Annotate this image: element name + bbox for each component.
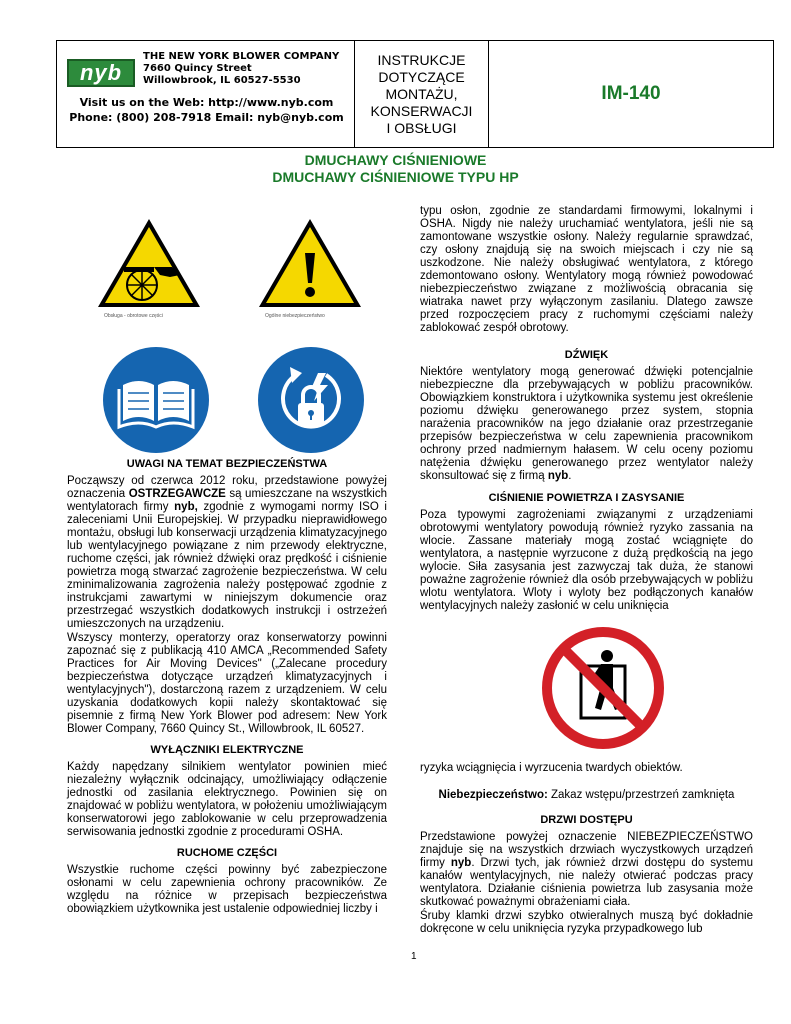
document-number: IM-140 <box>601 83 661 104</box>
section-heading-sound: DŹWIĘK <box>564 349 609 361</box>
prohibition-sign-container <box>420 614 753 762</box>
no-entry-prohibition-icon <box>541 626 665 750</box>
company-contact: Phone: (800) 208-7918 Email: nyb@nyb.com <box>69 111 344 124</box>
section-heading-safety: UWAGI NA TEMAT BEZPIECZEŃSTWA <box>126 458 328 470</box>
sign-caption: Obsługa - obrotowe części <box>104 313 163 319</box>
company-info <box>57 41 355 147</box>
section-heading-air-pressure: CIŚNIENIE POWIETRZA I ZASYSANIE <box>488 492 685 504</box>
doc-title-line: I OBSŁUGI <box>386 119 457 136</box>
moving-parts-paragraph: Wszystkie ruchome części powinny być zabezpieczone osłonami w celu zapewnienia ochrony pracowników. Ze względu na różnice w przepisach bezpieczeństwa obowiązkiem użytkownika jest ustalenie odpowiedniej liczby i <box>67 864 387 915</box>
switches-paragraph: Każdy napędzany silnikiem wentylator powinien mieć niezależny wyłącznik odcinający, umożliwiający odłączenie jednostki od zasilania elektrycznego. Powinien się on znajdować w pobliżu wentylatora, w położeniu umożliwiającym konserwatorowi jego zablokowanie w celu przeprowadzenia serwisowania jednostki zgodnie z procedurami OSHA. <box>67 761 387 838</box>
section-heading-switches: WYŁĄCZNIKI ELEKTRYCZNE <box>150 744 304 756</box>
doc-title-line: DOTYCZĄCE <box>378 68 465 85</box>
air-pressure-continued: ryzyka wciągnięcia i wyrzucenia twardych obiektów. <box>420 762 683 774</box>
company-address-line2: Willowbrook, IL 60527-5530 <box>143 75 301 86</box>
section-heading-moving-parts: RUCHOME CZĘŚCI <box>176 847 278 859</box>
company-web: Visit us on the Web: http://www.nyb.com <box>79 96 334 109</box>
rotating-parts-warning-icon <box>94 215 204 325</box>
document-header <box>56 40 774 148</box>
document-title <box>355 41 489 147</box>
doc-title-line: KONSERWACJI <box>370 102 473 119</box>
access-doors-paragraph-2: Śruby klamki drzwi szybko otwieralnych muszą być dokładnie dokręcone w celu uniknięcia ryzyka przypadkowego lub <box>420 910 753 935</box>
main-title: DMUCHAWY CIŚNIENIOWE <box>304 152 487 168</box>
section-heading-access-doors: DRZWI DOSTĘPU <box>540 814 633 826</box>
page-number: 1 <box>411 951 417 962</box>
nyb-logo: nyb <box>67 59 135 87</box>
sound-paragraph: Niektóre wentylatory mogą generować dźwięki potencjalnie niebezpieczne dla przebywających w pobliżu pracowników. Obowiązkiem konstruktora i użytkownika systemu jest określenie poziomu dźwięku generowanego przez system, stopnia narażenia pracowników na jego działanie oraz przestrzeganie przepisów bezpieczeństwa w celu zapewnienia pracownikom ochrony przed nadmiernym hałasem. W celu oceny poziomu natężenia dźwięku generowanego przez wentylator należy skonsultować się z firmą nyb. <box>420 366 753 482</box>
air-pressure-paragraph: Poza typowymi zagrożeniami związanymi z urządzeniami obrotowymi wentylatory powodują również ryzyko zassania na wlocie. Zassane materiały mogą zostać wciągnięte do wentylatora, a następnie wyrzucone z dużą prędkością na jego wylocie. Siła zasysania jest zazwyczaj tak duża, że stanowi poważne zagrożenie również dla osób przebywających w pobliżu wlotu wentylatora. Wloty i wyloty bez podłączonych kanałów wentylacyjnych należy zasłonić w celu uniknięcia <box>420 509 753 612</box>
doc-title-line: MONTAŻU, <box>385 85 458 102</box>
sub-title: DMUCHAWY CIŚNIENIOWE TYPU HP <box>272 169 519 185</box>
company-name: THE NEW YORK BLOWER COMPANY <box>143 51 340 62</box>
safety-paragraph-2: Wszyscy monterzy, operatorzy oraz konserwatorzy powinni zapoznać się z publikacją 410 AMCA „Recommended Safety Practices for Air Moving Devices" („Zalecane procedury bezpieczeństwa dotyczące urządzeń klimatyzacyjnych i wentylacyjnych"), dostarczoną razem z urządzeniem. W celu uzyskania dodatkowych kopii należy skontaktować się pisemnie z firmą New York Blower pod adresem: New York Blower Company, 7660 Quincy St., Willowbrook, IL 60527. <box>67 632 387 735</box>
left-column <box>67 458 387 917</box>
danger-caption: Niebezpieczeństwo: Zakaz wstępu/przestrzeń zamknięta <box>438 789 735 801</box>
sign-caption: Ogólne niebezpieczeństwo <box>265 313 325 319</box>
safety-paragraph-1: Począwszy od czerwca 2012 roku, przedstawione powyżej oznaczenia OSTRZEGAWCZE są umieszczane na wszystkich wentylatorach firmy nyb, zgodnie z wymogami normy ISO i zaleceniami Unii Europejskiej. W przypadku nieprawidłowego montażu, obsługi lub konserwacji urządzenia klimatyzacyjnego lub wentylacyjnego powiązane z nim przewody elektryczne, ruchome części, jak również dźwięki oraz prędkość i ciśnienie powietrza mogą stwarzać zagrożenie bezpieczeństwa. W celu zminimalizowania zagrożenia należy postępować zgodnie z instrukcjami zawartymi w niniejszym dokumencie oraz przestrzegać wszystkich dodatkowych instrukcji i ostrzeżeń umieszczonych na urządzeniu. <box>67 475 387 630</box>
doc-title-line: INSTRUKCJE <box>377 51 466 68</box>
company-address-line1: 7660 Quincy Street <box>143 63 252 74</box>
moving-parts-continued: typu osłon, zgodnie ze standardami firmowymi, lokalnymi i OSHA. Nigdy nie należy uruchamiać wentylatora, jeśli nie są zamontowane wszystkie osłony. Należy regularnie sprawdzać, czy osłony znajdują się na swoich miejscach i czy nie są uszkodzone. Nie należy obsługiwać wentylatora, z którego zdemontowano osłony. Wentylatory mogą również powodować niebezpieczeństwo związane z możliwością obracania się wiatraka nawet przy wyłączonym zasilaniu. Dlatego zawsze przed rozpoczęciem pracy z ruchomymi częściami należy zablokować zespół obrotowy. <box>420 205 753 334</box>
general-warning-icon <box>255 215 365 325</box>
disconnect-power-icon <box>256 345 366 455</box>
right-column <box>420 205 753 937</box>
read-manual-icon <box>101 345 211 455</box>
access-doors-paragraph-1: Przedstawione powyżej oznaczenie NIEBEZPIECZEŃSTWO znajduje się na wszystkich drzwiach wyczystkowych urządzeń firmy nyb. Drzwi tych, jak również drzwi dostępu do systemu kanałów wentylacyjnych, nie należy otwierać podczas pracy wentylatora. Działanie ciśnienia powietrza lub zasysania może skutkować poważnymi obrażeniami ciała. <box>420 831 754 908</box>
